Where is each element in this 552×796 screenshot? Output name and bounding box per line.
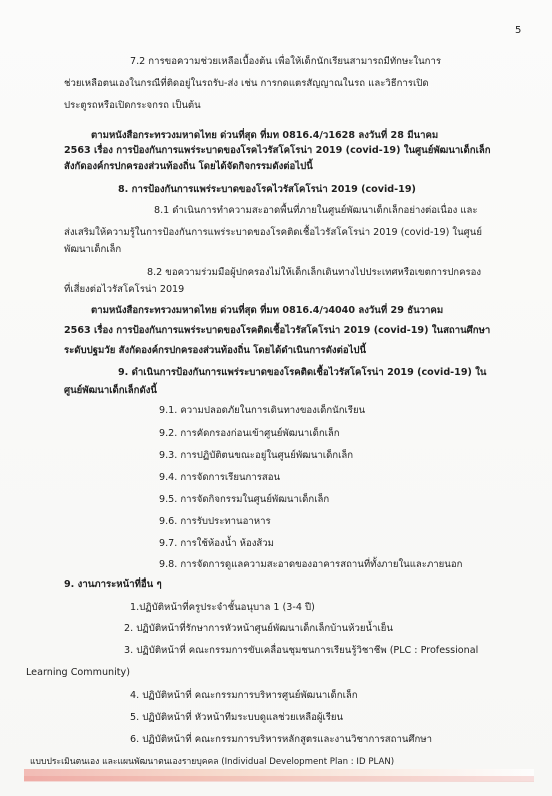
text-line: Learning Community)	[26, 667, 130, 678]
text-line: ตามหนังสือกระทรวงมหาดไทย ด่วนที่สุด ที่มท 0816.4/ว1628 ลงวันที่ 28 มีนาคม	[91, 130, 439, 141]
section-heading: ศูนย์พัฒนาเด็กเล็กดังนี้	[64, 385, 157, 396]
list-item: 9.6. การรับประทานอาหาร	[159, 516, 271, 527]
list-item: 6. ปฏิบัติหน้าที่ คณะกรรมการบริหารหลักสูตรและงานวิชาการสถานศึกษา	[130, 734, 433, 745]
text-line: ที่เสี่ยงต่อไวรัสโคโรน่า 2019	[64, 284, 185, 295]
text-line: ส่งเสริมให้ความรู้ในการป้องกันการแพร่ระบาดของโรคติดเชื้อไวรัสโคโรน่า 2019 (covid-19) ในศูนย์	[64, 227, 482, 238]
list-item: 9.1. ความปลอดภัยในการเดินทางของเด็กนักเรียน	[159, 405, 366, 416]
list-item: 1.ปฏิบัติหน้าที่ครูประจำชั้นอนุบาล 1 (3-4 ปี)	[130, 602, 315, 613]
text-line: 7.2 การขอความช่วยเหลือเบื้องต้น เพื่อให้เด็กนักเรียนสามารถมีทักษะในการ	[130, 56, 442, 67]
text-line: ประตูรถหรือเปิดกระจกรถ เป็นต้น	[64, 100, 201, 111]
list-item: 9.2. การคัดกรองก่อนเข้าศูนย์พัฒนาเด็กเล็ก	[159, 428, 340, 439]
text-line: ช่วยเหลือตนเองในกรณีที่ติดอยู่ในรถรับ-ส่ง เช่น การกดแตรสัญญาณในรถ และวิธีการเปิด	[64, 78, 429, 89]
text-line: ระดับปฐมวัย สังกัดองค์กรปกครองส่วนท้องถิ่น โดยได้ดำเนินการดังต่อไปนี้	[64, 345, 367, 356]
section-heading: 9. งานภาระหน้าที่อื่น ๆ	[64, 579, 162, 590]
page-number: 5	[515, 25, 522, 36]
text-line: สังกัดองค์กรปกครองส่วนท้องถิ่น โดยได้จัดกิจกรรมดังต่อไปนี้	[64, 161, 313, 172]
text-line: ตามหนังสือกระทรวงมหาดไทย ด่วนที่สุด ที่มท 0816.4/ว4040 ลงวันที่ 29 ธันวาคม	[91, 305, 444, 316]
text-line: 2563 เรื่อง การป้องกันการแพร่ระบาดของโรคติดเชื้อไวรัสโคโรน่า 2019 (covid-19) ในสถานศึกษา	[64, 325, 491, 336]
list-item: 5. ปฏิบัติหน้าที่ หัวหน้าทีมระบบดูแลช่วยเหลือผู้เรียน	[130, 712, 344, 723]
list-item: 9.8. การจัดการดูแลความสะอาดของอาคารสถานที่ทั้งภายในและภายนอก	[159, 559, 463, 570]
list-item: 9.4. การจัดการเรียนการสอน	[159, 472, 281, 483]
text-line: พัฒนาเด็กเล็ก	[64, 244, 122, 255]
list-item: 4. ปฏิบัติหน้าที่ คณะกรรมการบริหารศูนย์พัฒนาเด็กเล็ก	[130, 690, 358, 701]
list-item: 9.7. การใช้ห้องน้ำ ห้องส้วม	[159, 538, 275, 549]
list-item: 3. ปฏิบัติหน้าที่ คณะกรรมการขับเคลื่อนชุมชนการเรียนรู้วิชาชีพ (PLC : Professional	[124, 645, 479, 656]
list-item: 9.3. การปฏิบัติตนขณะอยู่ในศูนย์พัฒนาเด็กเล็ก	[159, 450, 354, 461]
list-item: 2. ปฏิบัติหน้าที่รักษาการหัวหน้าศูนย์พัฒนาเด็กเล็กบ้านห้วยน้ำเย็น	[124, 623, 393, 634]
text-line: 2563 เรื่อง การป้องกันการแพร่ระบาดของโรคไวรัสโคโรน่า 2019 (covid-19) ในศูนย์พัฒนาเด็กเล็ก	[64, 145, 491, 156]
footer-divider-shade	[24, 776, 534, 782]
section-heading: 8. การป้องกันการแพร่ระบาดของโรคไวรัสโคโรน่า 2019 (covid-19)	[118, 184, 416, 195]
section-heading: 9. ดำเนินการป้องกันการแพร่ระบาดของโรคติดเชื้อไวรัสโคโรน่า 2019 (covid-19) ใน	[118, 367, 487, 378]
page-footer: แบบประเมินตนเอง และแผนพัฒนาตนเองรายบุคคล (Individual Development Plan : ID PLAN)	[30, 757, 395, 767]
text-line: 8.2 ขอความร่วมมือผู้ปกครองไม่ให้เด็กเล็กเดินทางไปประเทศหรือเขตการปกครอง	[147, 267, 482, 278]
list-item: 9.5. การจัดกิจกรรมในศูนย์พัฒนาเด็กเล็ก	[159, 494, 330, 505]
text-line: 8.1 ดำเนินการทำความสะอาดพื้นที่ภายในศูนย์พัฒนาเด็กเล็กอย่างต่อเนื่อง และ	[154, 205, 478, 216]
